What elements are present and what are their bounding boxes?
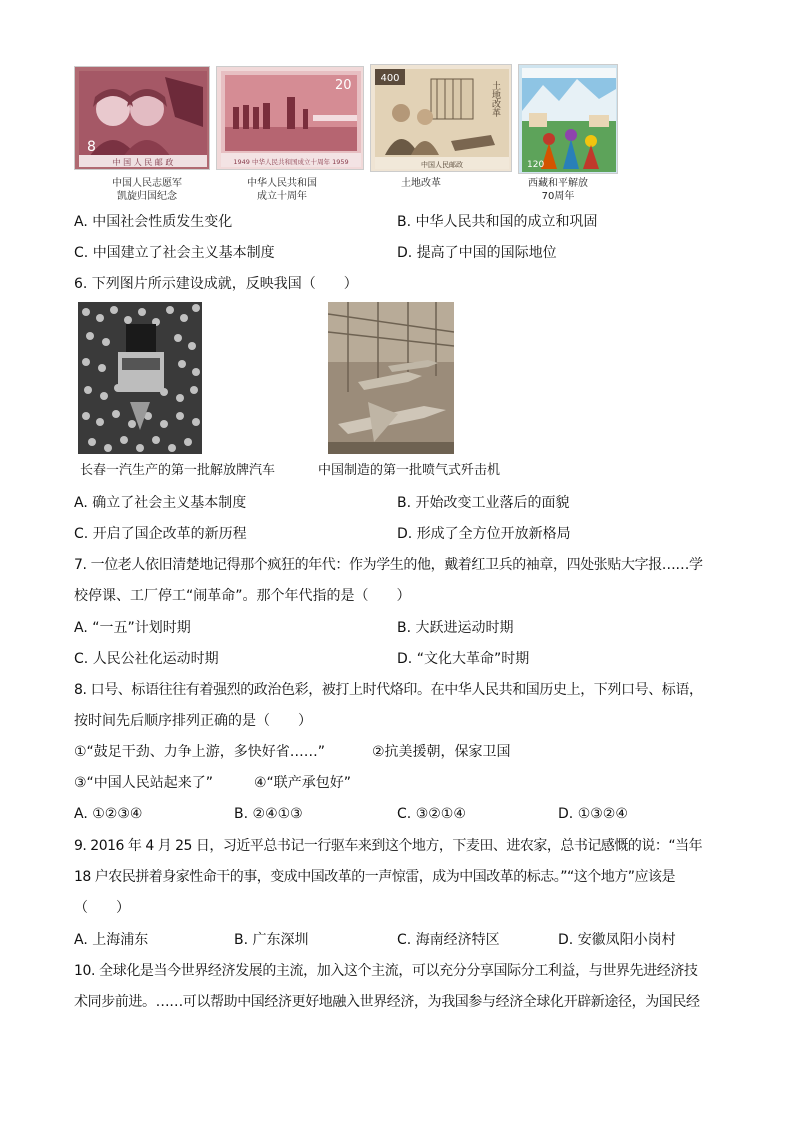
q6-option-b[interactable] <box>397 493 570 513</box>
q9-option-d-label: D. <box>558 932 574 948</box>
q8-item-3: ③“中国人民站起来了” <box>74 775 214 791</box>
q10-stem-line2: 术同步前进。……可以帮助中国经济更好地融入世界经济，为我国参与经济全球化开辟新途径，为国民经 <box>74 994 700 1010</box>
stamp-4-caption-line2: 70周年 <box>541 191 575 202</box>
stamp-tibet-liberation <box>518 64 618 174</box>
q8-option-d-text: ①③②④ <box>577 806 628 822</box>
q7-option-b-text: 大跃进运动时期 <box>415 620 514 636</box>
q6-photo-caption-1: 长春一汽生产的第一批解放牌汽车 <box>80 463 276 478</box>
photo-jet-fighters-art <box>328 302 454 454</box>
stamp-prc-anniversary <box>216 66 364 170</box>
stamp-3-bottom-text: 中国人民邮政 <box>421 161 463 169</box>
q8-item-1: ①“鼓足干劲、力争上游，多快好省……” <box>74 744 326 760</box>
q6-option-c-label: C. <box>74 526 89 542</box>
q8-stem-line1: 8. 口号、标语往往有着强烈的政治色彩，被打上时代烙印。在中华人民共和国历史上，下列口号、标语， <box>74 682 703 698</box>
q5-option-d-label: D. <box>397 245 413 261</box>
q9-stem-line1: 9. 2016 年 4 月 25 日，习近平总书记一行驱车来到这个地方，下麦田、进农家，总书记感慨的说：“当年 <box>74 838 703 854</box>
q7-option-d[interactable] <box>397 649 529 669</box>
stamp-4-caption <box>521 177 595 203</box>
q8-option-b-text: ②④①③ <box>252 806 303 822</box>
q6-option-a-text: 确立了社会主义基本制度 <box>92 495 247 511</box>
q8-option-c[interactable] <box>397 804 466 824</box>
photo-jet-fighters <box>328 302 454 454</box>
q9-option-c-text: 海南经济特区 <box>415 932 500 948</box>
q9-option-a[interactable] <box>74 930 148 950</box>
photo-jiefang-trucks <box>78 302 202 454</box>
q5-option-d-text: 提高了中国的国际地位 <box>416 245 557 261</box>
stamp-1-value: 8 <box>87 139 96 155</box>
stamp-3-value: 400 <box>380 73 400 84</box>
q9-option-a-text: 上海浦东 <box>92 932 149 948</box>
q9-option-b[interactable] <box>234 930 309 950</box>
q5-option-c[interactable] <box>74 243 275 263</box>
q9-option-c-label: C. <box>397 932 412 948</box>
q5-option-a[interactable] <box>74 212 232 232</box>
q8-stem-line2: 按时间先后顺序排列正确的是（ ） <box>74 713 312 729</box>
q9-option-d-text: 安徽凤阳小岗村 <box>577 932 676 948</box>
q8-option-d[interactable] <box>558 804 628 824</box>
q8-option-b[interactable] <box>234 804 303 824</box>
q8-option-c-label: C. <box>397 806 412 822</box>
q9-option-d[interactable] <box>558 930 676 950</box>
q6-option-d-text: 形成了全方位开放新格局 <box>416 526 571 542</box>
q6-option-b-label: B. <box>397 495 412 511</box>
q5-option-b-label: B. <box>397 214 412 230</box>
q6-option-c[interactable] <box>74 524 247 544</box>
q8-option-a-label: A. <box>74 806 88 822</box>
q8-item-2: ②抗美援朝，保家卫国 <box>372 744 511 760</box>
stamp-2-caption-line1: 中华人民共和国 <box>247 178 317 189</box>
stamp-land-reform <box>370 64 512 172</box>
q6-option-d-label: D. <box>397 526 413 542</box>
stamp-3-caption <box>391 177 451 190</box>
q5-option-d[interactable] <box>397 243 557 263</box>
q8-item-4: ④“联产承包好” <box>254 775 352 791</box>
q6-option-a[interactable] <box>74 493 246 513</box>
q7-option-d-label: D. <box>397 651 413 667</box>
q5-option-c-label: C. <box>74 245 89 261</box>
stamp-1-caption-line1: 中国人民志愿军 <box>112 178 182 189</box>
q7-option-c-text: 人民公社化运动时期 <box>92 651 219 667</box>
q5-option-a-label: A. <box>74 214 88 230</box>
stamp-2-caption <box>232 177 332 203</box>
q8-option-b-label: B. <box>234 806 249 822</box>
stamp-volunteer-army-art <box>75 67 210 170</box>
q6-option-a-label: A. <box>74 495 88 511</box>
stamp-2-value: 20 <box>335 78 352 93</box>
q6-option-c-text: 开启了国企改革的新历程 <box>92 526 247 542</box>
q7-option-a-text: “一五”计划时期 <box>92 620 191 636</box>
q9-option-b-label: B. <box>234 932 249 948</box>
stamp-4-value: 120 <box>527 160 545 170</box>
stamp-land-reform-art <box>371 65 512 172</box>
stamp-1-bottom-text: 中 国 人 民 邮 政 <box>112 158 174 167</box>
q10-stem-line1: 10. 全球化是当今世界经济发展的主流，加入这个主流，可以充分分享国际分工利益，与世界先进经济技 <box>74 963 698 979</box>
q7-option-a[interactable] <box>74 618 191 638</box>
q5-option-a-text: 中国社会性质发生变化 <box>92 214 233 230</box>
q7-stem-line2: 校停课、工厂停工“闹革命”。那个年代指的是（ ） <box>74 588 411 604</box>
stamp-volunteer-army <box>74 66 210 170</box>
q9-option-c[interactable] <box>397 930 500 950</box>
q9-option-b-text: 广东深圳 <box>252 932 309 948</box>
q6-stem: 6. 下列图片所示建设成就，反映我国（ ） <box>74 276 358 292</box>
stamp-3-side-text: 土地改革 <box>490 81 500 117</box>
stamp-tibet-liberation-art <box>519 65 618 174</box>
q8-option-a-text: ①②③④ <box>92 806 143 822</box>
stamp-3-caption-line1: 土地改革 <box>401 178 441 189</box>
q5-option-b[interactable] <box>397 212 598 232</box>
stamp-prc-anniversary-art <box>217 67 364 170</box>
q8-option-c-text: ③②①④ <box>415 806 466 822</box>
q7-option-b-label: B. <box>397 620 412 636</box>
q7-option-b[interactable] <box>397 618 514 638</box>
q8-option-d-label: D. <box>558 806 574 822</box>
q5-option-b-text: 中华人民共和国的成立和巩固 <box>415 214 598 230</box>
q6-option-d[interactable] <box>397 524 571 544</box>
stamp-2-bottom-text: 1949 中华人民共和国成立十周年 1959 <box>233 158 349 166</box>
q6-option-b-text: 开始改变工业落后的面貌 <box>415 495 570 511</box>
q9-stem-line3: （ ） <box>74 900 130 916</box>
q9-option-a-label: A. <box>74 932 88 948</box>
q7-option-a-label: A. <box>74 620 88 636</box>
stamp-1-caption <box>92 177 202 203</box>
photo-jiefang-trucks-art <box>78 302 202 454</box>
q7-option-d-text: “文化大革命”时期 <box>416 651 530 667</box>
q7-option-c-label: C. <box>74 651 89 667</box>
stamp-4-caption-line1: 西藏和平解放 <box>528 178 588 189</box>
stamp-1-caption-line2: 凯旋归国纪念 <box>117 191 177 202</box>
q9-stem-line2: 18 户农民拼着身家性命干的事，变成中国改革的一声惊雷，成为中国改革的标志。”“这个地方”应该是 <box>74 869 676 885</box>
q7-option-c[interactable] <box>74 649 219 669</box>
q7-stem-line1: 7. 一位老人依旧清楚地记得那个疯狂的年代：作为学生的他，戴着红卫兵的袖章，四处张贴大字报……学 <box>74 557 703 573</box>
q6-photo-caption-2: 中国制造的第一批喷气式歼击机 <box>318 463 501 478</box>
q5-option-c-text: 中国建立了社会主义基本制度 <box>92 245 275 261</box>
q8-option-a[interactable] <box>74 804 142 824</box>
stamp-2-caption-line2: 成立十周年 <box>257 191 307 202</box>
